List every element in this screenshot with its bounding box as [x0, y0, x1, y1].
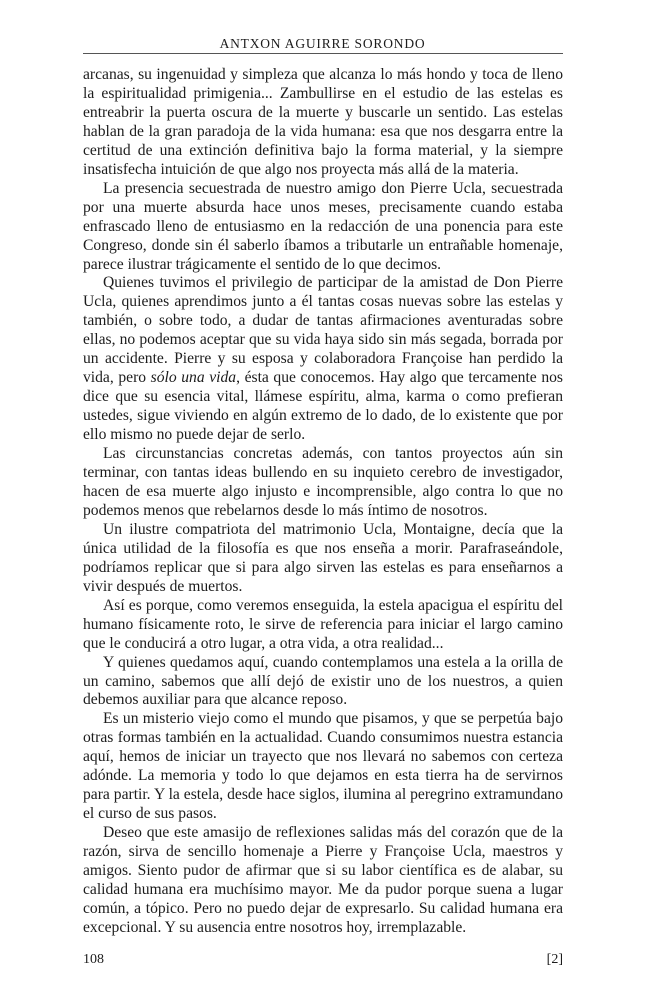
paragraph-1: arcanas, su ingenuidad y simpleza que alcanza lo más hondo y toca de lleno la espiritualidad primigenia... Zambullirse en el estudio de las estelas es entreabrir la puerta oscura de la muerte y buscarle un sentido. Las estelas hablan de la gran paradoja de la vida humana: esa que nos desgarra entre la certitud de una extinción definitiva bajo la forma material, y la siempre insatisfecha intuición de que algo nos proyecta más allá de la materia.: [83, 66, 563, 178]
paragraph-3-italic: sólo una vida: [150, 369, 237, 387]
paragraph-2: La presencia secuestrada de nuestro amigo don Pierre Ucla, secuestrada por una muerte absurda hace unos meses, precisamente cuando estaba enfrascado lleno de entusiasmo en la redacción de una ponencia para este Congreso, donde sin él saberlo íbamos a tributarle un entrañable homenaje, parece ilustrar trágicamente el sentido de lo que decimos.: [83, 179, 563, 273]
paragraph-6: Así es porque, como veremos enseguida, la estela apacigua el espíritu del humano físicamente roto, le sirve de referencia para iniciar el largo camino que le conducirá a otro lugar, a otra vida, a otra realidad...: [83, 596, 563, 652]
paragraph-4: Las circunstancias concretas además, con tantos proyectos aún sin terminar, con tantas ideas bullendo en su inquieto cerebro de investigador, hacen de esa muerte algo injusto e incomprensible, algo contra lo que no podemos menos que rebelarnos desde lo más íntimo de nosotros.: [83, 445, 563, 519]
running-head: ANTXON AGUIRRE SORONDO: [219, 36, 426, 51]
paragraph-8: Es un misterio viejo como el mundo que pisamos, y que se perpetúa bajo otras formas también en la actualidad. Cuando consumimos nuestra estancia aquí, hemos de iniciar un trayecto que nos llevará no sabemos con certeza adónde. La memoria y todo lo que dejamos en esta tierra ha de servirnos para partir. Y la estela, desde hace siglos, ilumina al peregrino extramundano el curso de sus pasos.: [83, 710, 563, 823]
paragraph-5: Un ilustre compatriota del matrimonio Ucla, Montaigne, decía que la única utilidad de la filosofía es que nos enseña a morir. Parafraseándole, podríamos replicar que si para algo sirven las estelas es para enseñarnos a vivir después de muertos.: [83, 520, 563, 595]
paragraph-9: Deseo que este amasijo de reflexiones salidas más del corazón que de la razón, sirva de sencillo homenaje a Pierre y Françoise Ucla, maestros y amigos. Siento pudor de afirmar que si su labor científica es de alabar, su calidad humana era muchísimo mayor. Me da pudor porque suena a lugar común, a tópico. Pero no puedo dejar de expresarlo. Su calidad humana era excepcional. Y su ausencia entre nosotros hoy, irremplazable.: [83, 824, 563, 936]
body-text: [83, 66, 563, 938]
paragraph-3-text-a: Quienes tuvimos el privilegio de participar de la amistad de Don Pierre Ucla, quienes aprendimos junto a él tantas cosas nuevas sobre las estelas y también, o sobre todo, a dudar de tantas afirmaciones aventuradas sobre ellas, no podemos aceptar que su vida haya sido sin más segada, borrada por un accidente. Pierre y su esposa y colaboradora Françoise han perdido la vida, pero: [83, 274, 563, 387]
paragraph-3: [83, 274, 563, 445]
page-number: 108: [83, 952, 104, 967]
note-marker: [2]: [546, 952, 563, 967]
header-rule: [83, 53, 563, 54]
paragraph-7: Y quienes quedamos aquí, cuando contemplamos una estela a la orilla de un camino, sabemos que allí dejó de existir uno de los nuestros, a quien debemos auxiliar para que alcance reposo.: [83, 653, 563, 709]
paragraph-3-text-b: , ésta que conocemos. Hay algo que tercamente nos dice que su esencia vital, llámese espíritu, alma, karma o como prefieran ustedes, sigue viviendo en algún extremo de lo dado, de lo existente que por ello mismo no puede dejar de serlo.: [83, 369, 563, 444]
